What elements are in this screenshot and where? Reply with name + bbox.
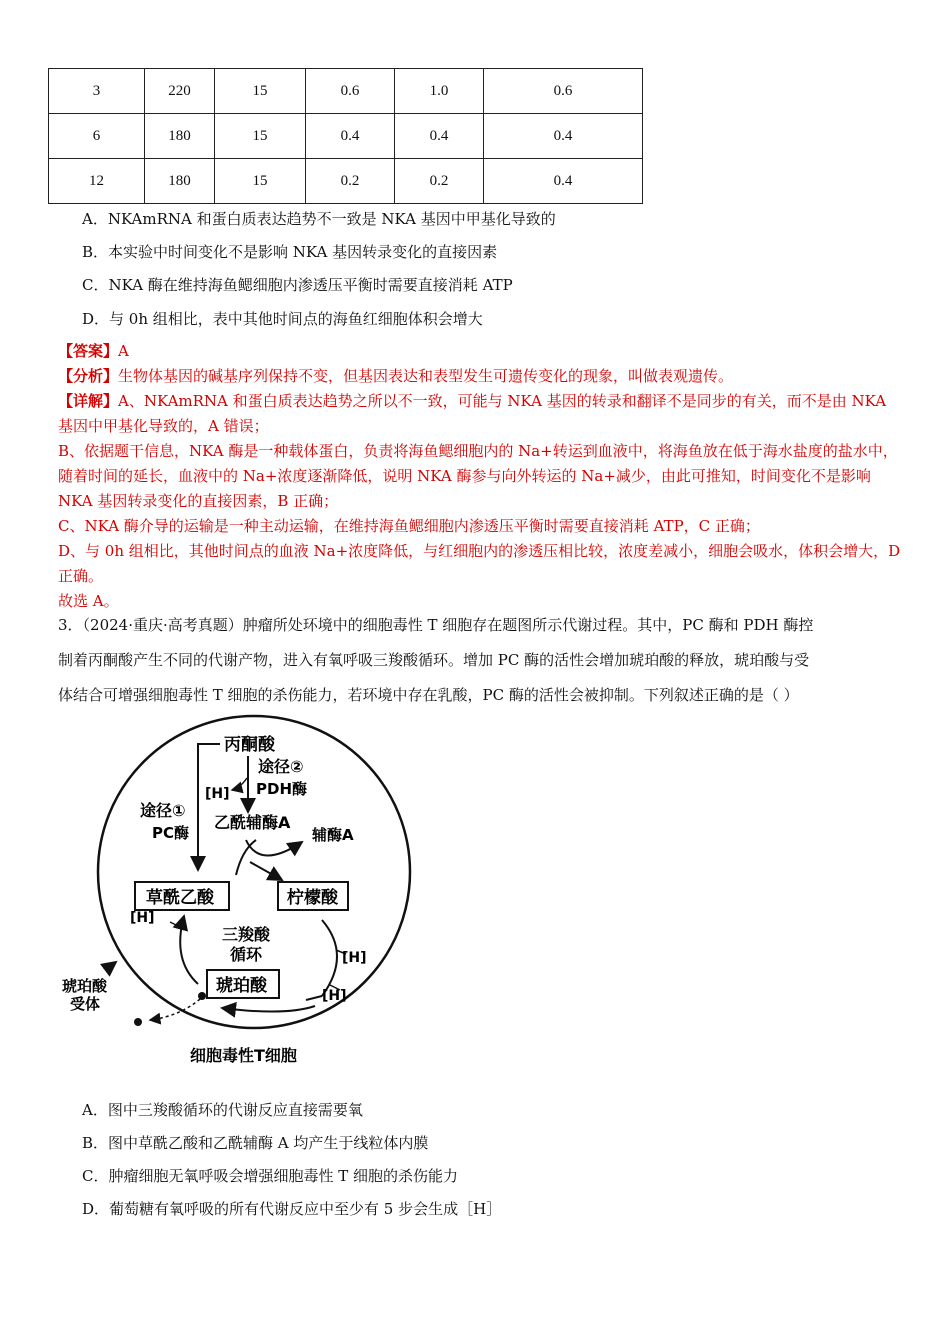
detail-a-text: A、NKAmRNA 和蛋白质表达趋势之所以不一致，可能与 NKA 基因的转录和翻译不是同步的有关，而不是由 NKA 基因中甲基化导致的，A 错误； xyxy=(58,392,887,435)
detail-d: D、与 0h 组相比，其他时间点的血液 Na+浓度降低，与红细胞内的渗透压相比较，浓度差减小，细胞会吸水，体积会增大，D 正确。 xyxy=(58,542,901,585)
q3-line-3: 体结合可增强细胞毒性 T 细胞的杀伤能力，若环境中存在乳酸，PC 酶的活性会被抑制。下列叙述正确的是（ ） xyxy=(58,686,799,704)
table-row xyxy=(49,69,643,114)
table-row xyxy=(49,114,643,159)
table-cell: 3 xyxy=(49,69,145,114)
succinate-release-arrow xyxy=(150,999,200,1020)
q2-option-b: B．本实验中时间变化不是影响 NKA 基因转录变化的直接因素 xyxy=(82,243,498,261)
detail-tag: 【详解】 xyxy=(58,392,119,410)
released-succinate-dot xyxy=(134,1018,142,1026)
answer-value: A xyxy=(118,342,129,360)
cycle-arc-left xyxy=(180,916,198,984)
analysis-line xyxy=(58,364,903,389)
h-label-2: [H] xyxy=(130,910,155,926)
table-cell: 1.0 xyxy=(395,69,484,114)
cycle-arc-right-end xyxy=(306,996,322,1000)
table-cell: 0.4 xyxy=(395,114,484,159)
h-branch-left xyxy=(170,922,182,928)
pathway1-label: 途径① xyxy=(140,801,186,820)
table-cell: 0.4 xyxy=(484,159,643,204)
h-label-1: [H] xyxy=(205,786,230,802)
pdh-enzyme-label: PDH酶 xyxy=(256,780,307,798)
pathway2-label: 途径② xyxy=(258,757,304,776)
receptor-label-1: 琥珀酸 xyxy=(62,977,108,995)
table-cell: 15 xyxy=(215,69,306,114)
h-label-4: [H] xyxy=(322,988,347,1004)
q3-line-2: 制着丙酮酸产生不同的代谢产物，进入有氧呼吸三羧酸循环。增加 PC 酶的活性会增加琥珀酸的释放，琥珀酸与受 xyxy=(58,651,810,669)
table-cell: 0.6 xyxy=(306,69,395,114)
pc-enzyme-label: PC酶 xyxy=(152,824,190,842)
succinate-label: 琥珀酸 xyxy=(216,976,267,996)
answer-tag: 【答案】 xyxy=(58,342,119,360)
detail-a xyxy=(58,389,903,439)
receptor-marker xyxy=(108,962,116,968)
cycle-label-2: 循环 xyxy=(230,945,263,964)
q3-option-d: D．葡萄糖有氧呼吸的所有代谢反应中至少有 5 步会生成［H］ xyxy=(82,1200,502,1218)
answer-line xyxy=(58,339,903,364)
data-table xyxy=(48,68,643,204)
citrate-label: 柠檬酸 xyxy=(287,888,338,908)
cycle-arc-bottom xyxy=(222,1006,315,1012)
table-cell: 6 xyxy=(49,114,145,159)
pyruvate-label: 丙酮酸 xyxy=(224,735,275,755)
analysis-text: 生物体基因的碱基序列保持不变，但基因表达和表型发生可遗传变化的现象，叫做表观遗传。 xyxy=(118,367,734,385)
q2-option-c: C．NKA 酶在维持海鱼鳃细胞内渗透压平衡时需要直接消耗 ATP xyxy=(82,276,513,294)
table-cell: 15 xyxy=(215,114,306,159)
table-cell: 180 xyxy=(145,114,215,159)
cycle-arc-right xyxy=(322,920,337,996)
table-cell: 15 xyxy=(215,159,306,204)
h-label-3: [H] xyxy=(342,950,367,966)
table-row xyxy=(49,159,643,204)
receptor-label-2: 受体 xyxy=(70,995,101,1013)
combine-line xyxy=(236,840,256,875)
oxaloacetate-label: 草酰乙酸 xyxy=(146,888,214,908)
table-cell: 180 xyxy=(145,159,215,204)
to-citrate-arrow xyxy=(250,862,282,880)
acetyl-coa-label: 乙酰辅酶A xyxy=(214,813,291,832)
q2-option-d: D．与 0h 组相比，表中其他时间点的海鱼红细胞体积会增大 xyxy=(82,310,483,328)
h-branch-arrow xyxy=(232,778,247,790)
pathway1-arrow xyxy=(198,744,220,870)
conclusion: 故选 A。 xyxy=(58,592,119,610)
q2-option-a: A．NKAmRNA 和蛋白质表达趋势不一致是 NKA 基因中甲基化导致的 xyxy=(82,210,556,228)
table-cell: 0.4 xyxy=(484,114,643,159)
coa-label: 辅酶A xyxy=(312,826,354,844)
table-cell: 0.4 xyxy=(306,114,395,159)
detail-b: B、依据题干信息，NKA 酶是一种载体蛋白，负责将海鱼鳃细胞内的 Na+转运到血液中，将海鱼放在低于海水盐度的盐水中，随着时间的延长，血液中的 Na+浓度逐渐降低，说明 NKA 酶参与向外转运的 Na+减少，由此可推知，时间变化不是影响 NKA 基因转录变化的直接因素，B 正确； xyxy=(58,442,898,510)
table-cell: 12 xyxy=(49,159,145,204)
tca-cycle-diagram xyxy=(0,700,420,1080)
cycle-label-1: 三羧酸 xyxy=(222,925,271,944)
q3-option-b: B．图中草酰乙酸和乙酰辅酶 A 均产生于线粒体内膜 xyxy=(82,1134,429,1152)
q3-option-c: C．肿瘤细胞无氧呼吸会增强细胞毒性 T 细胞的杀伤能力 xyxy=(82,1167,459,1185)
table-cell: 0.6 xyxy=(484,69,643,114)
table-cell: 0.2 xyxy=(395,159,484,204)
table-cell: 0.2 xyxy=(306,159,395,204)
detail-c: C、NKA 酶介导的运输是一种主动运输，在维持海鱼鳃细胞内渗透压平衡时需要直接消耗 ATP，C 正确； xyxy=(58,517,760,535)
q3-option-a: A．图中三羧酸循环的代谢反应直接需要氧 xyxy=(82,1101,363,1119)
q3-line-1: 3．（2024·重庆·高考真题）肿瘤所处环境中的细胞毒性 T 细胞存在题图所示代谢过程。其中，PC 酶和 PDH 酶控 xyxy=(58,616,814,634)
analysis-tag: 【分析】 xyxy=(58,367,119,385)
cell-label: 细胞毒性T细胞 xyxy=(190,1046,297,1065)
table-cell: 220 xyxy=(145,69,215,114)
